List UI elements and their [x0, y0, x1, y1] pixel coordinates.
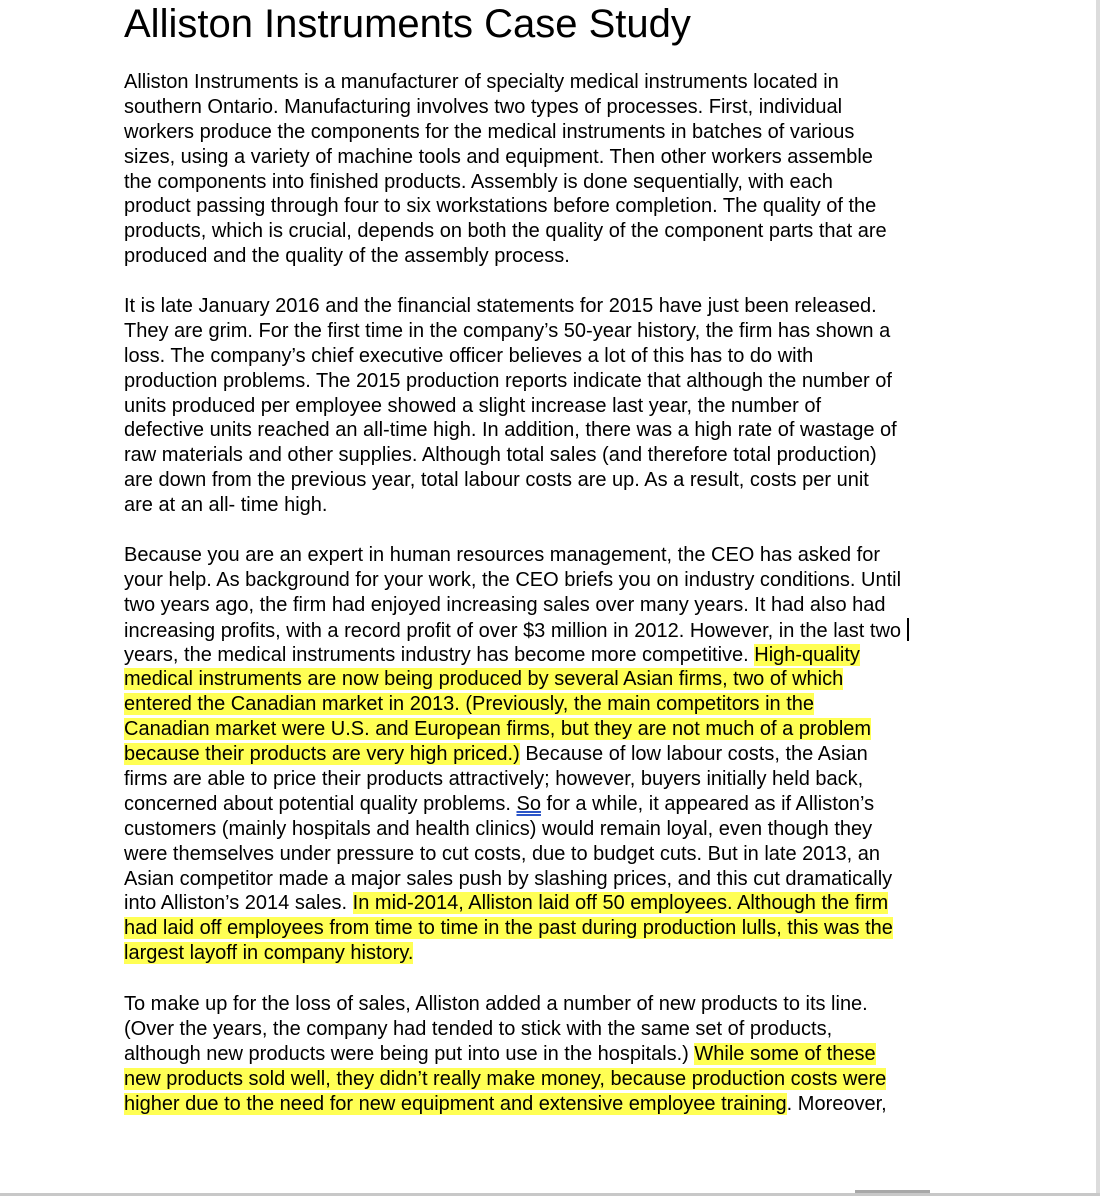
text-line	[124, 767, 909, 792]
highlighted-text: had laid off employees from time to time in the past during production lulls, this was the	[124, 917, 893, 940]
text-line	[124, 1092, 887, 1117]
highlighted-text: largest layoff in company history.	[124, 942, 414, 965]
text-run: firms are able to price their products attractively; however, buyers initially held back,	[124, 768, 864, 791]
text-line: products, which is crucial, depends on both the quality of the component parts that are	[124, 220, 887, 243]
text-run: Because of low labour costs, the Asian	[519, 743, 868, 766]
document-title: Alliston Instruments Case Study	[124, 2, 691, 46]
text-line	[124, 692, 909, 717]
highlighted-text: In mid-2014, Alliston laid off 50 employees. Although the firm	[352, 892, 889, 915]
highlighted-text: higher due to the need for new equipment and extensive employee training	[124, 1092, 787, 1115]
text-run: concerned about potential quality problems.	[124, 792, 517, 815]
text-run: . Moreover,	[786, 1092, 887, 1115]
text-run: customers (mainly hospitals and health clinics) would remain loyal, even though they	[124, 817, 873, 840]
highlighted-text: While some of these	[694, 1042, 876, 1065]
highlighted-text: medical instruments are now being produced by several Asian firms, two of which	[124, 668, 844, 691]
text-cursor	[907, 618, 909, 641]
paragraph-3	[124, 543, 909, 966]
text-line: are at an all- time high.	[124, 494, 328, 517]
text-line	[124, 842, 909, 867]
text-run: into Alliston’s 2014 sales.	[124, 892, 353, 915]
text-run: (Over the years, the company had tended to stick with the same set of products,	[124, 1017, 833, 1040]
text-line	[124, 717, 909, 742]
text-line: defective units reached an all-time high. In addition, there was a high rate of wastage of	[124, 419, 897, 442]
text-line	[124, 1017, 887, 1042]
text-line: units produced per employee showed a slight increase last year, the number of	[124, 394, 822, 417]
paragraph-4	[124, 992, 887, 1116]
text-line	[124, 667, 909, 692]
text-line	[124, 1067, 887, 1092]
paragraph-2	[124, 294, 897, 518]
text-line	[124, 543, 909, 568]
text-run: years, the medical instruments industry has become more competitive.	[124, 643, 755, 666]
text-line	[124, 941, 909, 966]
text-line	[124, 742, 909, 767]
text-line	[124, 1042, 887, 1067]
text-line: raw materials and other supplies. Although total sales (and therefore total production)	[124, 444, 877, 467]
text-run: although new products were being put into use in the hospitals.)	[124, 1042, 695, 1065]
text-line: product passing through four to six workstations before completion. The quality of the	[124, 195, 877, 218]
text-line	[124, 992, 887, 1017]
highlighted-text: High-quality	[754, 643, 860, 666]
text-run: your help. As background for your work, the CEO briefs you on industry conditions. Until	[124, 568, 902, 591]
text-run: Because you are an expert in human resources management, the CEO has asked for	[124, 544, 880, 566]
text-run: were themselves under pressure to cut costs, due to budget cuts. But in late 2013, an	[124, 842, 880, 865]
text-line: are down from the previous year, total labour costs are up. As a result, costs per unit	[124, 469, 869, 492]
text-line	[124, 792, 909, 817]
paragraph-1	[124, 70, 887, 269]
text-line: production problems. The 2015 production reports indicate that although the number of	[124, 369, 892, 392]
highlighted-text: Canadian market were U.S. and European firms, but they are not much of a problem	[124, 718, 872, 741]
page-edge	[1096, 0, 1100, 1196]
text-line	[124, 891, 909, 916]
grammar-flagged-word[interactable]: So	[516, 792, 541, 815]
text-line: loss. The company’s chief executive officer believes a lot of this has to do with	[124, 344, 814, 367]
text-run: for a while, it appeared as if Alliston’s	[540, 792, 875, 815]
text-line	[124, 817, 909, 842]
highlighted-text: new products sold well, they didn’t really make money, because production costs were	[124, 1067, 887, 1090]
text-line: the components into finished products. Assembly is done sequentially, with each	[124, 170, 833, 193]
text-run: increasing profits, with a record profit of over $3 million in 2012. However, in the last two	[124, 619, 902, 642]
text-run: Asian competitor made a major sales push by slashing prices, and this cut dramatically	[124, 867, 893, 890]
highlighted-text: because their products are very high priced.)	[124, 743, 520, 766]
text-run: two years ago, the firm had enjoyed increasing sales over many years. It had also had	[124, 593, 886, 616]
text-line	[124, 568, 909, 593]
text-line: They are grim. For the first time in the company’s 50-year history, the firm has shown a	[124, 319, 891, 342]
horizontal-scrollbar-thumb[interactable]	[855, 1190, 930, 1193]
text-line: sizes, using a variety of machine tools and equipment. Then other workers assemble	[124, 145, 873, 168]
text-line: workers produce the components for the medical instruments in batches of various	[124, 120, 855, 143]
text-line: Alliston Instruments is a manufacturer of specialty medical instruments located in	[124, 71, 839, 93]
text-line	[124, 916, 909, 941]
highlighted-text: entered the Canadian market in 2013. (Previously, the main competitors in the	[124, 693, 814, 716]
text-line: southern Ontario. Manufacturing involves two types of processes. First, individual	[124, 95, 843, 118]
text-line: It is late January 2016 and the financial statements for 2015 have just been released.	[124, 295, 877, 317]
text-line	[124, 867, 909, 892]
text-line	[124, 643, 909, 668]
text-line	[124, 593, 909, 618]
text-line: produced and the quality of the assembly process.	[124, 245, 570, 268]
text-run: To make up for the loss of sales, Alliston added a number of new products to its line.	[124, 993, 868, 1015]
document-body	[124, 0, 974, 1115]
text-line	[124, 618, 909, 643]
